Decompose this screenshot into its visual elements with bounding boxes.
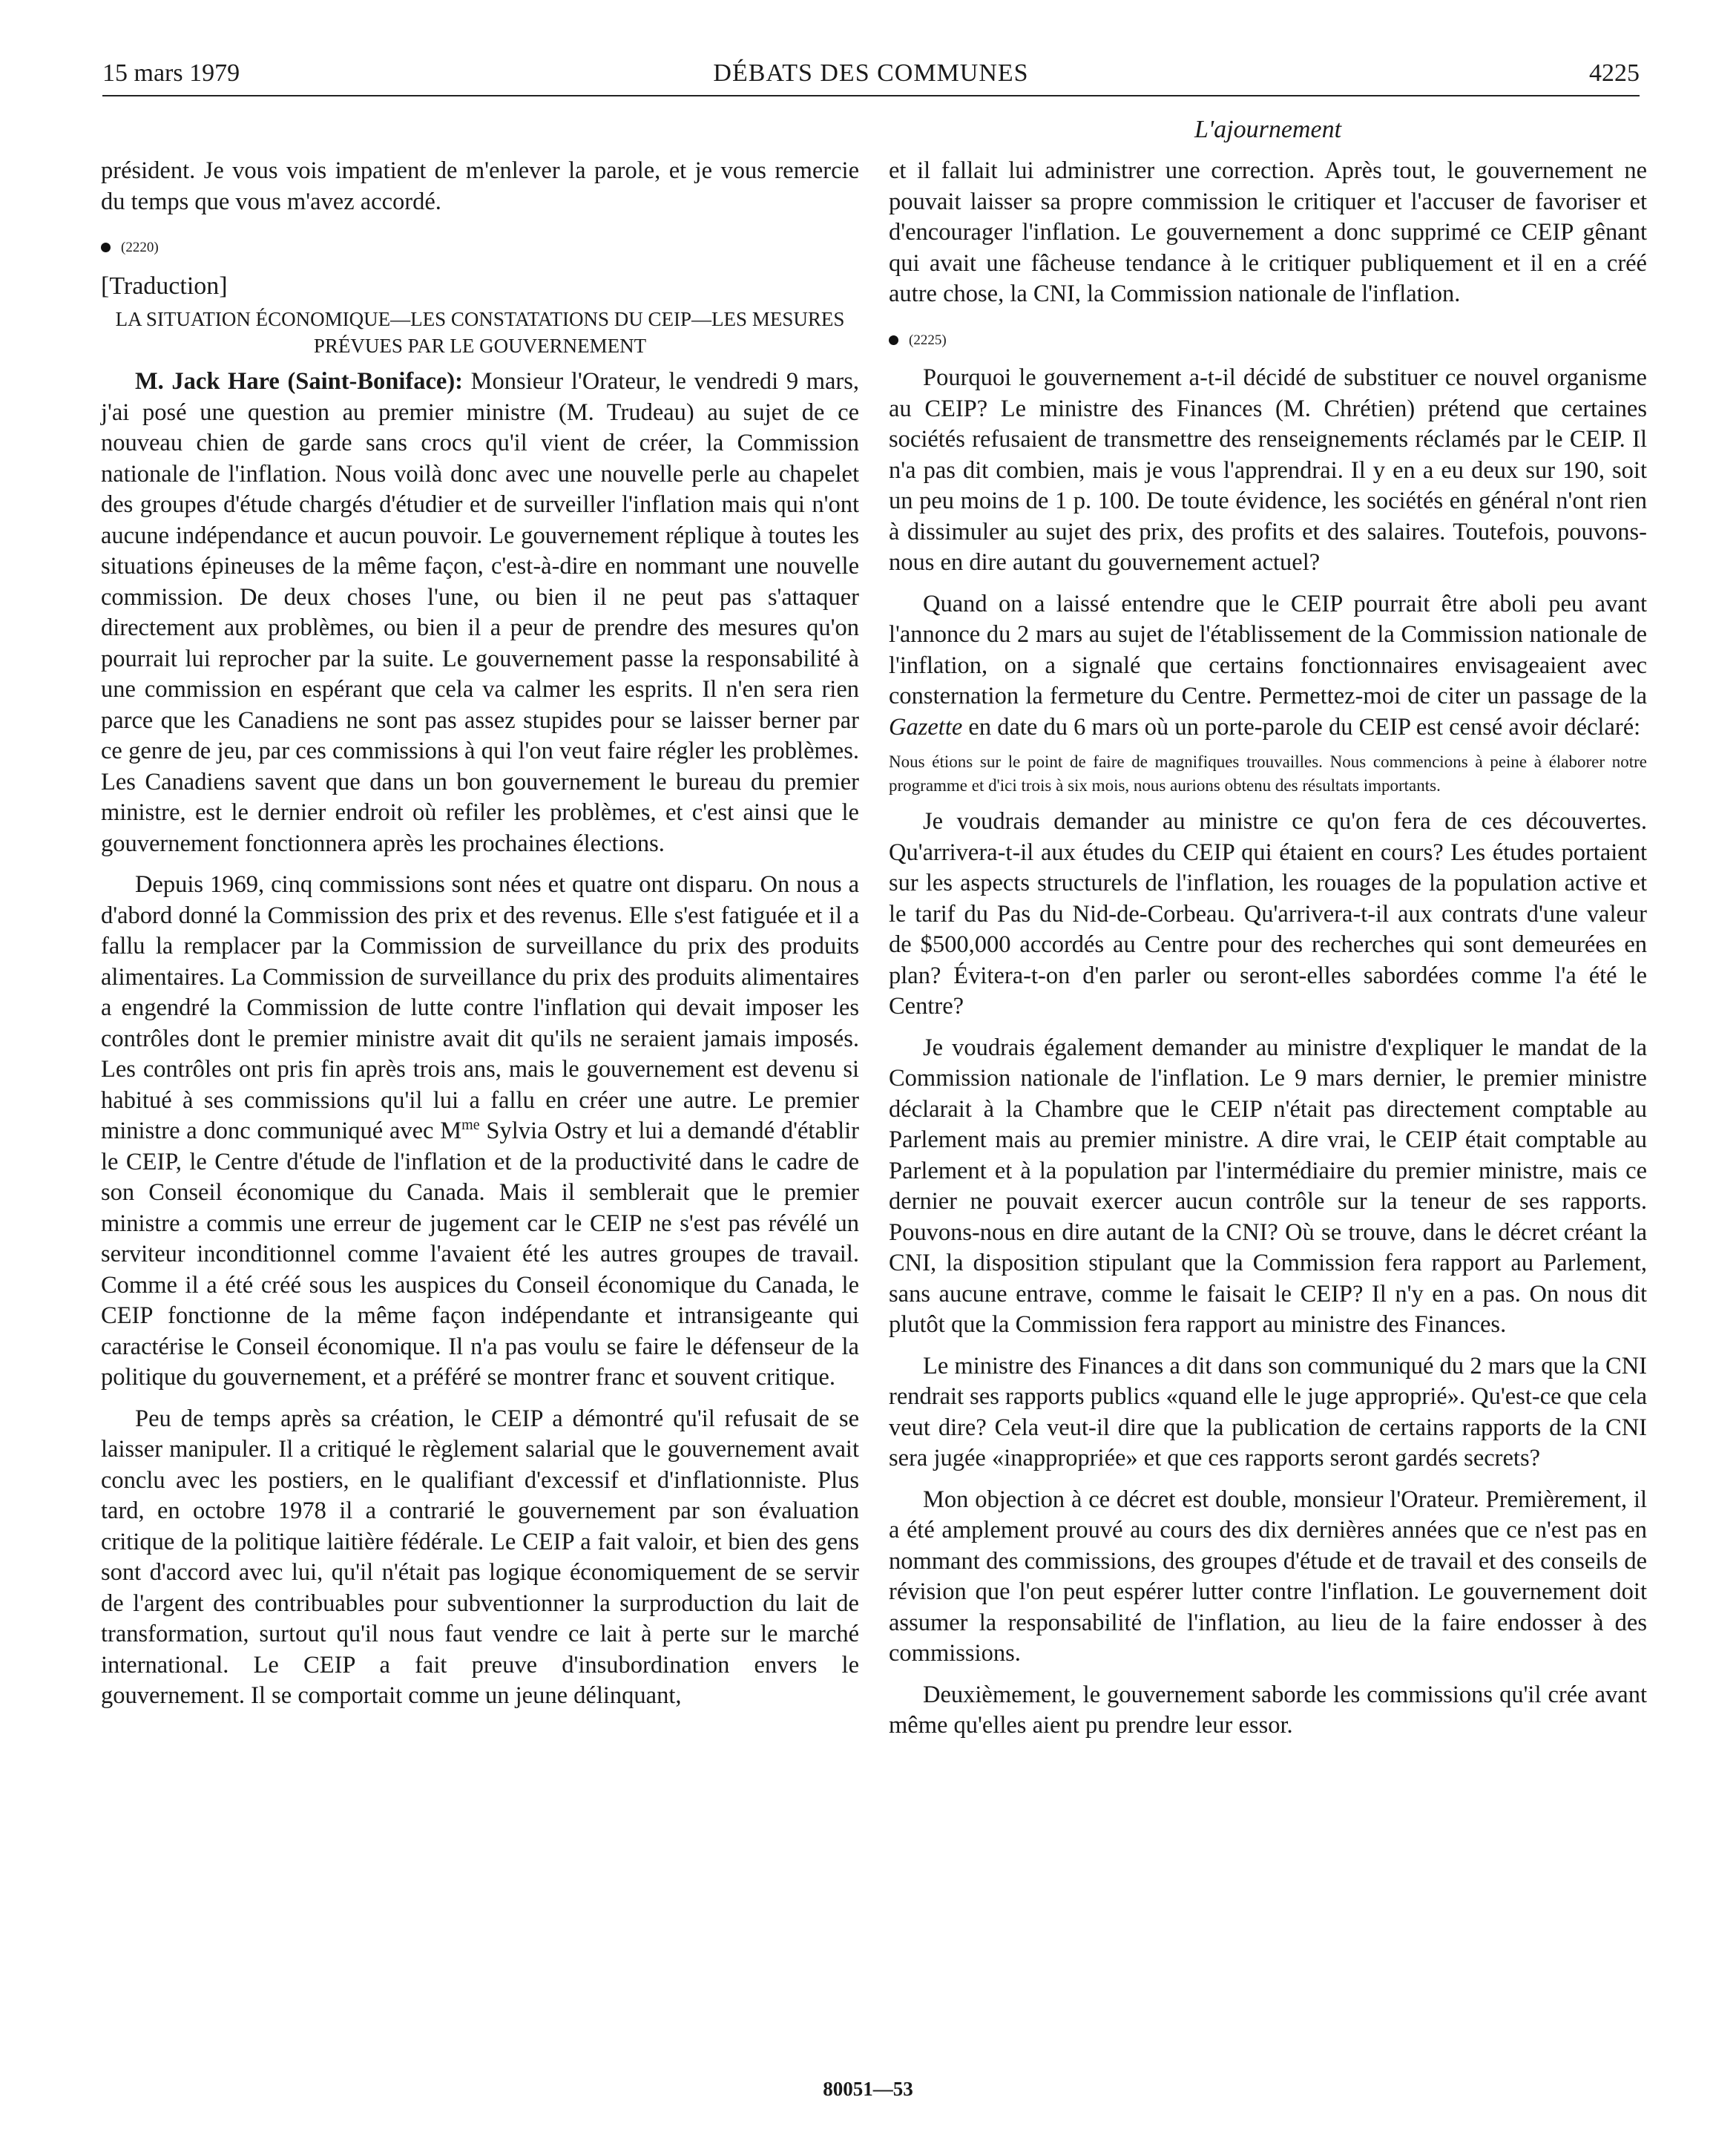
left-paragraph-1: président. Je vous vois impatient de m'enlever la parole, et je vous remercie du temps que vous m'avez accordé. (101, 157, 859, 215)
right-paragraph-6: Le ministre des Finances a dit dans son communiqué du 2 mars que la CNI rendrait ses rapports publics «quand elle le juge approprié». Qu'est-ce que cela veut dire? Cela veut-il dire que la publication de certains rapports de la CNI sera jugée «inappropriée» et que ces rapports seront gardés secrets? (889, 1352, 1648, 1471)
right-paragraph-7: Mon objection à ce décret est double, monsieur l'Orateur. Premièrement, il a été amplement prouvé au cours des dix dernières années que ce n'est pas en nommant des commissions, des groupes d'étude et de travail et des conseils de révision que l'on peut espérer lutter contre l'inflation. Le gouvernement doit assumer la responsabilité de l'inflation, au lieu de la faire endosser à des commissions. (889, 1486, 1647, 1667)
right-paragraph-2: Pourquoi le gouvernement a-t-il décidé de substituer ce nouvel organisme au CEIP? Le ministre des Finances (M. Chrétien) prétend que certaines sociétés refusaient de transmettre des renseignements réclamés par le CEIP. Il n'a pas dit combien, mais je vous l'apprendrai. Il y en a eu deux sur 190, soit un peu moins de 1 p. 100. De toute évidence, les sociétés en général n'ont rien à dissimuler au sujet des prix, des profits et des salaires. Toutefois, pouvons-nous en dire autant du gouvernement actuel? (889, 364, 1647, 576)
time-marker-text: (2220) (121, 240, 159, 255)
right-paragraph-3-text-b: en date du 6 mars où un porte-parole du CEIP est censé avoir déclaré: (962, 713, 1641, 741)
newspaper-title: Gazette (889, 713, 963, 741)
left-paragraph-3-text-a: Depuis 1969, cinq commissions sont nées et quatre ont disparu. On nous a d'abord donné la Commission des prix et des revenus. Elle s'est fatiguée et il a fallu la remplacer par la Commission de surveillance du prix des produits alimentaires. La Commission de surveillance du prix des produits alimentaires a engendré la Commission de lutte contre l'inflation qui devait imposer les contrôles dont le premier ministre avait dit qu'ils ne seraient jamais imposés. Les contrôles ont pris fin après trois ans, mais le gouvernement est devenu si habitué à ses commissions qu'il lui a fallu en créer une autre. Le premier ministre a donc communiqué avec M (101, 871, 859, 1144)
left-paragraph-3-text-b: Sylvia Ostry et lui a demandé d'établir le CEIP, le Centre d'étude de l'inflation et de la productivité dans le cadre de son Conseil économique du Canada. Mais il semblerait que le premier ministre a commis une erreur de jugement car le CEIP ne s'est pas révélé un serviteur inconditionnel comme l'avaient été les autres groupes de travail. Comme il a été créé sous les auspices du Conseil économique du Canada, le CEIP fonctionne de la même façon indépendante et intransigeante qui caractérise le Conseil économique. Il n'a pas voulu se faire le défenseur de la politique du gouvernement, et a préféré se montrer franc et souvent critique. (101, 1118, 860, 1391)
left-paragraph-3 (101, 870, 859, 1394)
right-column (889, 156, 1647, 1742)
right-paragraph-1: et il fallait lui administrer une correction. Après tout, le gouvernement ne pouvait laisser sa propre commission le critiquer et l'accuser de favoriser et d'encourager l'inflation. Le gouvernement a donc supprimé ce CEIP gênant qui avait une fâcheuse tendance à le critiquer publiquement et il en a créé autre chose, la CNI, la Commission nationale de l'inflation. (889, 157, 1647, 307)
page-footer: 80051—53 (823, 2078, 913, 2100)
right-paragraph-8: Deuxièmement, le gouvernement saborde les commissions qu'il crée avant même qu'elles aient pu prendre leur essor. (889, 1681, 1647, 1739)
right-paragraph-3-text-a: Quand on a laissé entendre que le CEIP pourrait être aboli peu avant l'annonce du 2 mars au sujet de l'établissement de la Commission nationale de l'inflation, on a signalé que certains fonctionnaires envisageaient avec consternation la fermeture du Centre. Permettez-moi de citer un passage de la (889, 590, 1647, 709)
superscript: me (461, 1117, 480, 1134)
time-marker (101, 232, 859, 263)
time-marker-2-text: (2225) (909, 332, 947, 348)
left-paragraph-2 (101, 367, 859, 859)
header-title: DÉBATS DES COMMUNES (713, 59, 1029, 87)
block-quote: Nous étions sur le point de faire de magnifiques trouvailles. Nous commencions à peine à élaborer notre programme et d'ici trois à six mois, nous aurions obtenu des résultats importants. (889, 752, 1647, 795)
speaker-name: M. Jack Hare (Saint-Boniface): (135, 368, 463, 395)
bullet-icon (101, 243, 111, 252)
section-heading: LA SITUATION ÉCONOMIQUE—LES CONSTATATIONS DU CEIP—LES MESURES PRÉVUES PAR LE GOUVERNEMENT (115, 308, 845, 357)
right-column-header: L'ajournement (1194, 116, 1342, 143)
header-page-number: 4225 (1589, 59, 1640, 87)
right-paragraph-5: Je voudrais également demander au ministre d'expliquer le mandat de la Commission nationale de l'inflation. Le 9 mars dernier, le premier ministre déclarait à la Chambre que le CEIP n'était pas directement comptable au Parlement mais au premier ministre. A dire vrai, le CEIP était comptable au Parlement et à la population par l'intermédiaire du premier ministre, mais ce dernier ne pouvait exercer aucun contrôle sur la teneur de ses rapports. Pouvons-nous en dire autant de la CNI? Où se trouve, dans le décret créant la CNI, la disposition stipulant que la Commission fera rapport au Parlement, sans aucune entrave, comme le faisait le CEIP? Il n'y en a pas. On nous dit plutôt que la Commission fera rapport au ministre des Finances. (889, 1034, 1647, 1338)
right-paragraph-4: Je voudrais demander au ministre ce qu'on fera de ces découvertes. Qu'arrivera-t-il aux études du CEIP qui étaient en cours? Les études portaient sur les aspects structurels de l'inflation, les rouages de la population active et le tarif du Pas du Nid-de-Corbeau. Qu'arrivera-t-il aux contrats d'une valeur de $500,000 accordés au Centre pour des recherches qui sont demeurées en plan? Évitera-t-on d'en parler ou seront-elles sabordées comme l'a été le Centre? (889, 808, 1647, 1020)
left-paragraph-2-text: Monsieur l'Orateur, le vendredi 9 mars, j'ai posé une question au premier ministre (M. Trudeau) au sujet de ce nouveau chien de garde sans crocs qu'il vient de créer, la Commission nationale de l'inflation. Nous voilà donc avec une nouvelle perle au chapelet des groupes d'étude chargés d'étudier et de surveiller l'inflation mais qui n'ont aucune indépendance et aucun pouvoir. Le gouvernement réplique à toutes les situations épineuses de la même façon, c'est-à-dire en nommant une nouvelle commission. De deux choses l'une, ou bien il ne peut pas s'attaquer directement aux problèmes, ou bien il a peur de prendre des mesures qu'on pourrait lui reprocher par la suite. Le gouvernement passe la responsabilité à une commission en espérant que cela va calmer les esprits. Il n'en sera rien parce que les Canadiens ne sont pas assez stupides pour se laisser berner par ce genre de jeu, par ces commissions à qui l'on veut faire régler les problèmes. Les Canadiens savent que dans un bon gouvernement le bureau du premier ministre, est le dernier endroit où refiler les problèmes, et c'est ainsi que le gouvernement fonctionnera après les prochaines élections. (101, 368, 860, 857)
left-column (101, 156, 859, 1712)
page-header (102, 53, 1640, 96)
left-paragraph-4: Peu de temps après sa création, le CEIP a démontré qu'il refusait de se laisser manipuler. Il a critiqué le règlement salarial que le gouvernement avait conclu avec les postiers, en le qualifiant d'excessif et d'inflationniste. Plus tard, en octobre 1978 il a contrarié le gouvernement par son évaluation critique de la politique laitière fédérale. Le CEIP a fait valoir, et bien des gens sont d'accord avec lui, qu'il n'était pas logique économiquement de se servir de l'argent des contribuables pour subventionner la surproduction du lait de transformation, surtout qu'il nous faut vendre ce lait à perte sur le marché international. Le CEIP a fait preuve d'insubordination envers le gouvernement. Il se comportait comme un jeune délinquant, (101, 1405, 859, 1709)
header-date: 15 mars 1979 (102, 59, 240, 87)
translation-label: [Traduction] (101, 272, 228, 300)
bullet-icon (889, 335, 898, 345)
time-marker-2 (889, 325, 1647, 356)
right-paragraph-3 (889, 589, 1647, 744)
